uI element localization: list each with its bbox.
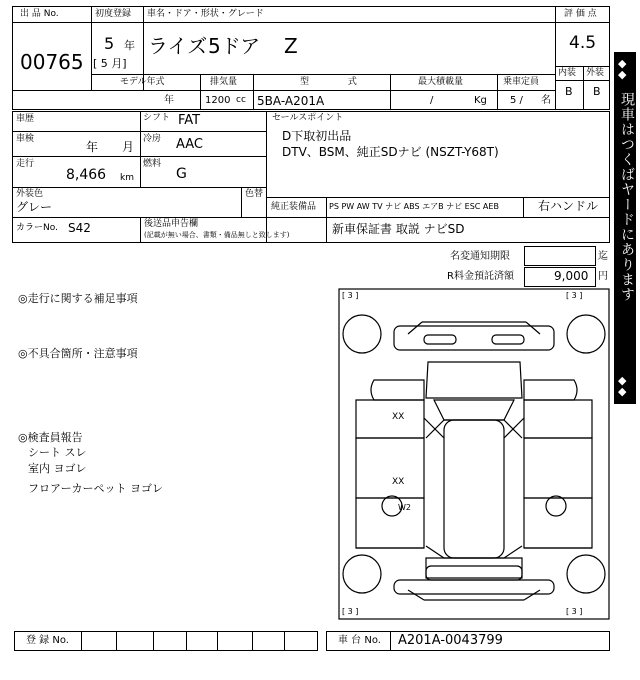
wheel-front-left: [343, 315, 381, 353]
sales-point-line1: D下取初出品: [282, 129, 352, 143]
shift-label: シフト: [143, 113, 171, 123]
inspection-label: 車検: [16, 134, 35, 144]
score-value: 4.5: [569, 33, 597, 53]
car-grade: Z: [284, 34, 298, 58]
color-no-value: S42: [68, 221, 91, 235]
wheel-rear-left: [343, 555, 381, 593]
front-right-door: [524, 438, 592, 498]
chassis-label: 車 台 No.: [338, 635, 381, 646]
inspector-line-2: 室内 ヨゴレ: [28, 462, 87, 475]
name-change-box: [524, 246, 596, 266]
damage-mark-w2: W2: [398, 503, 411, 512]
chassis-value: A201A-0043799: [398, 633, 503, 648]
wheel-front-right: [567, 315, 605, 353]
documents: 新車保証書 取説 ナビSD: [332, 222, 465, 236]
inspection-year-unit: 年: [86, 140, 99, 154]
fuel-label: 燃料: [143, 159, 162, 169]
max-load-label: 最大積載量: [418, 77, 464, 87]
side-notice-band: [614, 52, 636, 404]
sales-point-label: セールスポイント: [272, 113, 344, 123]
mileage-value: 8,466: [66, 167, 107, 183]
corner-tr-label: [ 3 ]: [566, 291, 583, 300]
front-bumper: [394, 326, 554, 350]
inspection-month-unit: 月: [122, 140, 135, 154]
side-notice-text: 現車はつくばヤードにあります: [619, 92, 635, 302]
car-doors: 5ドア: [208, 34, 261, 58]
diagram-frame: [339, 289, 609, 619]
displacement-label: 排気量: [210, 77, 238, 87]
first-reg-year: 5: [104, 34, 115, 53]
windshield: [434, 400, 514, 420]
capacity-label: 乗車定員: [503, 77, 540, 87]
reg-no-label: 登 録 No.: [26, 635, 69, 646]
equipment-label: 純正装備品: [271, 202, 317, 212]
equipment-items: PS PW AW TV ナビ ABS エアB ナビ ESC AEB: [329, 202, 499, 211]
exterior-label: 外装: [586, 68, 605, 78]
inspector-line-3: フロアーカーペット ヨゴレ: [28, 482, 163, 495]
mileage-unit: km: [120, 173, 134, 183]
car-name: ライズ: [148, 34, 208, 58]
ac-label: 冷房: [143, 134, 162, 144]
rear-left-door: [356, 498, 424, 548]
defects-heading: ◎不具合箇所・注意事項: [18, 347, 138, 360]
repaint-label: 色替: [245, 189, 264, 199]
exterior-color-value: グレー: [16, 200, 53, 214]
rear-bumper: [394, 580, 554, 594]
inspector-line-1: シート スレ: [28, 446, 87, 459]
capacity-unit: 名: [541, 95, 551, 106]
diamond-bottom-icon: ◆ ◆: [618, 374, 627, 398]
inspector-heading: ◎検査員報告: [18, 431, 83, 444]
recycle-value: 9,000: [554, 269, 589, 283]
corner-br-label: [ 3 ]: [566, 607, 583, 616]
model-year-unit: 年: [164, 95, 174, 106]
aftersend-label: 後送品申告欄: [144, 219, 199, 229]
corner-tl-label: [ 3 ]: [342, 291, 359, 300]
fuel-value: G: [176, 166, 187, 182]
first-reg-year-unit: 年: [124, 39, 135, 52]
recycle-unit: 円: [598, 271, 608, 282]
car-name-label: 車名・ドア・形状・グレード: [147, 9, 264, 19]
lot-label: 出 品 No.: [20, 9, 59, 19]
interior-score: B: [565, 85, 573, 98]
damage-mark-lower: XX: [392, 477, 405, 487]
displacement-value: 1200: [205, 95, 231, 106]
rear-gate: [426, 558, 522, 578]
steering-side: 右ハンドル: [538, 199, 599, 213]
diamond-top-icon: ◆ ◆: [618, 57, 627, 81]
capacity-value: 5 /: [510, 95, 523, 106]
ac-value: AAC: [176, 137, 203, 152]
front-right-fender: [524, 400, 592, 438]
sales-point-line2: DTV、BSM、純正SDナビ (NSZT-Y68T): [282, 145, 499, 159]
front-left-fender: [356, 400, 424, 438]
first-reg-label: 初度登録: [95, 9, 132, 19]
recycle-label: R料金預託済額: [447, 271, 514, 282]
mileage-label: 走行: [16, 159, 35, 169]
color-no-label: カラーNo.: [16, 223, 58, 233]
score-label: 評 価 点: [564, 9, 597, 19]
name-change-label: 名変通知期限: [450, 251, 510, 262]
name-change-unit: 迄: [598, 251, 608, 262]
type-label: 型 式: [300, 77, 357, 87]
interior-label: 内装: [558, 68, 577, 78]
front-left-door: [356, 438, 424, 498]
driving-heading: ◎走行に関する補足事項: [18, 292, 138, 305]
rear-right-door: [524, 498, 592, 548]
model-year-label: モデル年式: [120, 77, 165, 87]
exterior-score: B: [593, 85, 601, 98]
displacement-unit: cc: [236, 95, 246, 105]
roof: [444, 420, 504, 558]
history-label: 車歴: [16, 114, 35, 124]
type-value: 5BA-A201A: [257, 94, 325, 108]
first-reg-month: [ 5 月]: [93, 57, 127, 70]
max-load-value: /: [430, 95, 434, 106]
aftersend-note: (記載が無い場合、書類・備品無しと致します): [144, 231, 290, 239]
exterior-color-label: 外装色: [16, 189, 44, 199]
max-load-unit: Kg: [474, 95, 487, 106]
lot-number: 00765: [20, 50, 84, 74]
wheel-rear-right: [567, 555, 605, 593]
damage-mark-upper: XX: [392, 412, 405, 422]
corner-bl-label: [ 3 ]: [342, 607, 359, 616]
hood: [426, 362, 522, 398]
car-damage-diagram: [338, 288, 610, 620]
shift-value: FAT: [178, 113, 201, 128]
